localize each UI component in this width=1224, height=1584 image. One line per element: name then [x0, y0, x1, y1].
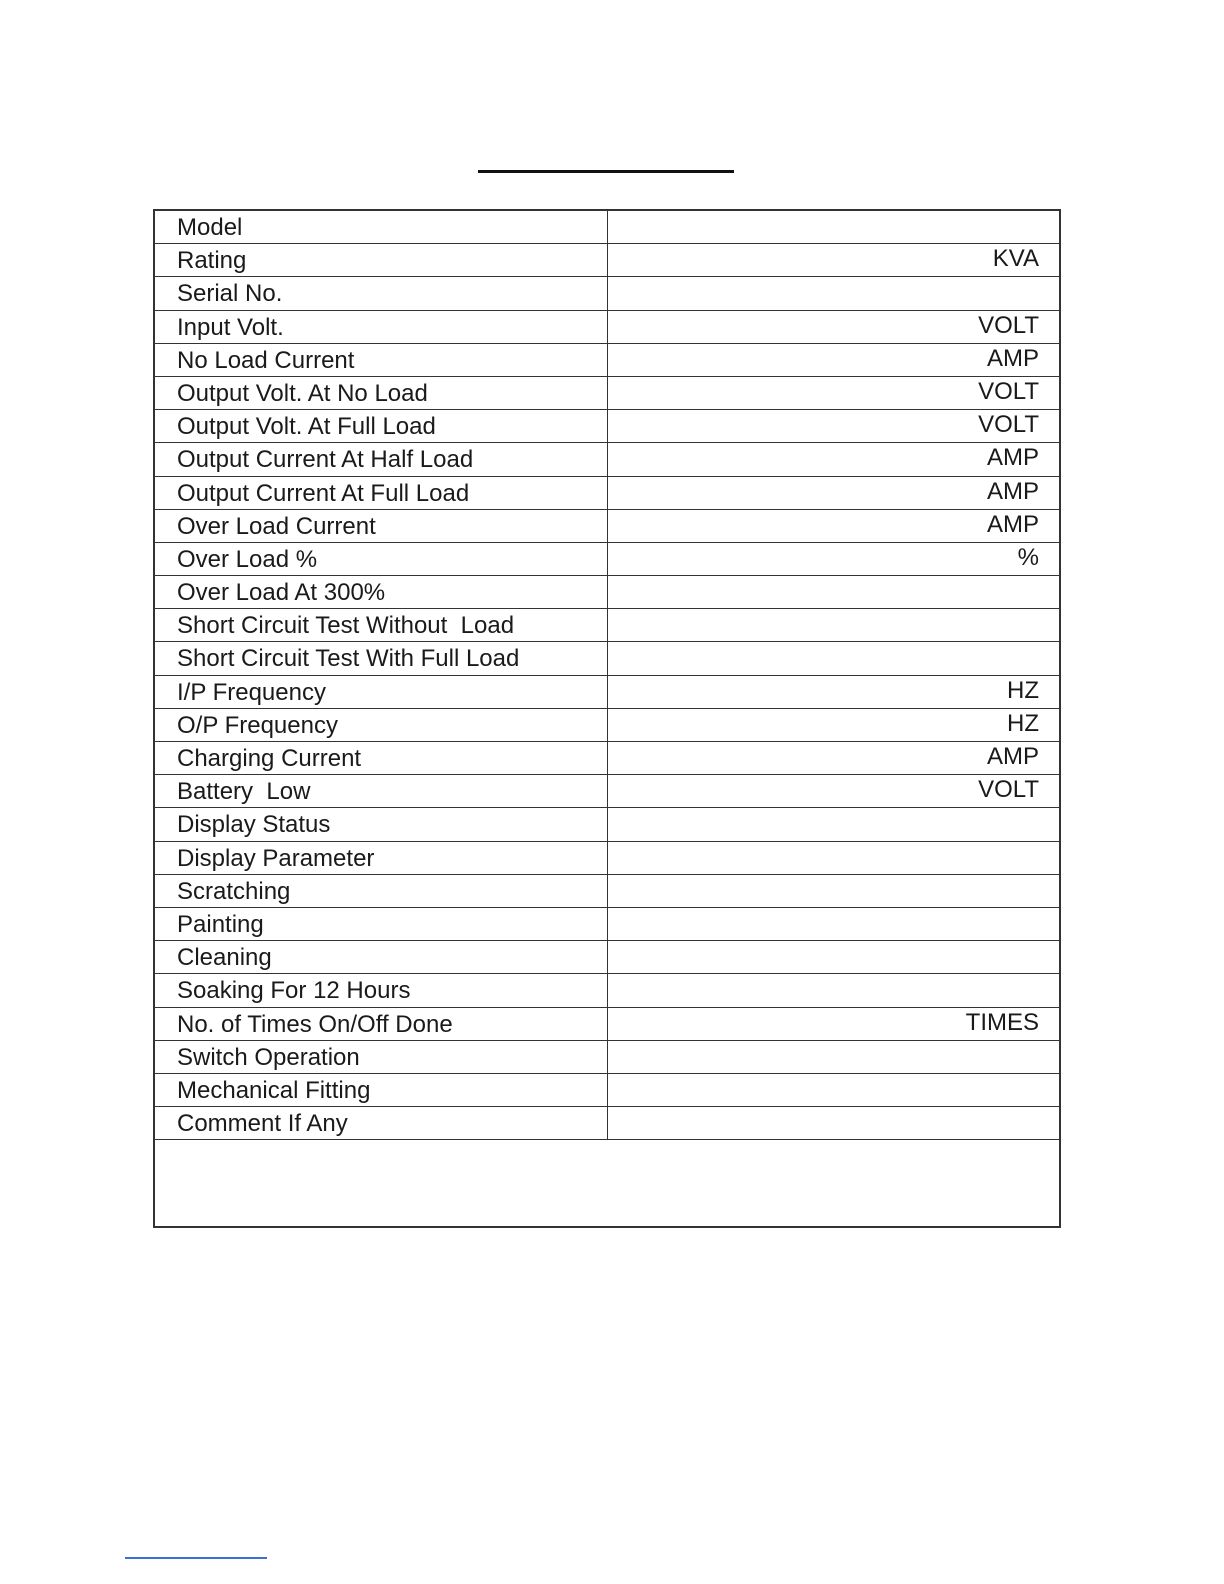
row-value-field[interactable]: [608, 875, 1059, 907]
table-row: [155, 311, 1059, 344]
table-row: [155, 775, 1059, 808]
row-label: Over Load Current: [155, 510, 608, 542]
row-value-field[interactable]: [608, 1107, 1059, 1139]
row-value-field[interactable]: TIMES: [965, 1008, 1039, 1036]
row-value-field[interactable]: [608, 609, 1059, 641]
row-label: I/P Frequency: [155, 676, 608, 708]
row-label: Serial No.: [155, 277, 608, 309]
test-report-table: [153, 209, 1061, 1228]
row-value-field[interactable]: HZ: [1007, 676, 1039, 704]
row-value-field[interactable]: %: [1017, 543, 1039, 571]
row-label: Output Volt. At Full Load: [155, 410, 608, 442]
row-value-field[interactable]: [608, 808, 1059, 840]
row-value-field[interactable]: [608, 576, 1059, 608]
table-row: [155, 709, 1059, 742]
row-label: Output Current At Full Load: [155, 477, 608, 509]
row-label: Battery Low: [155, 775, 608, 807]
table-row: [155, 244, 1059, 277]
row-label: Cleaning: [155, 941, 608, 973]
table-row: [155, 543, 1059, 576]
row-value-field[interactable]: [608, 908, 1059, 940]
row-label: Charging Current: [155, 742, 608, 774]
footer-link-underline: [125, 1557, 267, 1559]
row-label: Model: [155, 211, 608, 243]
row-value-field[interactable]: KVA: [992, 245, 1039, 273]
table-row: [155, 875, 1059, 908]
row-value-field[interactable]: HZ: [1007, 709, 1039, 737]
row-label: Input Volt.: [155, 311, 608, 343]
row-value-field[interactable]: [608, 974, 1059, 1006]
row-label: Output Volt. At No Load: [155, 377, 608, 409]
table-row: [155, 277, 1059, 310]
row-value-field[interactable]: AMP: [986, 344, 1039, 372]
table-row: [155, 576, 1059, 609]
row-value-field[interactable]: [608, 642, 1059, 674]
row-label: No. of Times On/Off Done: [155, 1008, 608, 1040]
row-label: No Load Current: [155, 344, 608, 376]
row-value-field[interactable]: [608, 1074, 1059, 1106]
row-value-field[interactable]: VOLT: [978, 411, 1039, 439]
table-row: [155, 344, 1059, 377]
table-row: [155, 211, 1059, 244]
table-row: [155, 477, 1059, 510]
table-row: [155, 510, 1059, 543]
table-row: [155, 842, 1059, 875]
row-value-field[interactable]: VOLT: [978, 377, 1039, 405]
row-label: Soaking For 12 Hours: [155, 974, 608, 1006]
row-label: Comment If Any: [155, 1107, 608, 1139]
row-value-field[interactable]: AMP: [986, 743, 1039, 770]
row-label: Short Circuit Test Without Load: [155, 609, 608, 641]
row-label: Display Status: [155, 808, 608, 840]
row-label: Short Circuit Test With Full Load: [155, 642, 608, 674]
row-label: Mechanical Fitting: [155, 1074, 608, 1106]
row-label: O/P Frequency: [155, 709, 608, 741]
row-value-field[interactable]: AMP: [986, 477, 1039, 505]
row-value-field[interactable]: AMP: [986, 510, 1039, 538]
row-value-field[interactable]: VOLT: [978, 311, 1039, 339]
row-label: Over Load At 300%: [155, 576, 608, 608]
table-row: [155, 676, 1059, 709]
table-row: [155, 609, 1059, 642]
table-row: [155, 808, 1059, 841]
row-value-field[interactable]: VOLT: [978, 776, 1039, 804]
row-label: Painting: [155, 908, 608, 940]
table-row: [155, 1041, 1059, 1074]
row-label: Display Parameter: [155, 842, 608, 874]
table-row: [155, 742, 1059, 775]
row-value-field[interactable]: [608, 277, 1059, 309]
row-value-field[interactable]: [608, 211, 1059, 243]
table-row: [155, 908, 1059, 941]
row-label: Over Load %: [155, 543, 608, 575]
row-label: Scratching: [155, 875, 608, 907]
row-label: Switch Operation: [155, 1041, 608, 1073]
row-value-field[interactable]: [608, 941, 1059, 973]
table-row: [155, 974, 1059, 1007]
table-row: [155, 642, 1059, 675]
row-value-field[interactable]: [608, 1041, 1059, 1073]
table-row: [155, 941, 1059, 974]
table-row: [155, 377, 1059, 410]
row-label: Rating: [155, 244, 608, 276]
table-row: [155, 1074, 1059, 1107]
table-row: [155, 1008, 1059, 1041]
row-value-field[interactable]: [608, 842, 1059, 874]
table-row: [155, 410, 1059, 443]
row-value-field[interactable]: AMP: [986, 444, 1039, 472]
table-row: [155, 443, 1059, 476]
row-label: Output Current At Half Load: [155, 443, 608, 475]
comment-area[interactable]: [155, 1140, 1059, 1226]
title-underline: [478, 170, 734, 173]
table-row: [155, 1107, 1059, 1140]
